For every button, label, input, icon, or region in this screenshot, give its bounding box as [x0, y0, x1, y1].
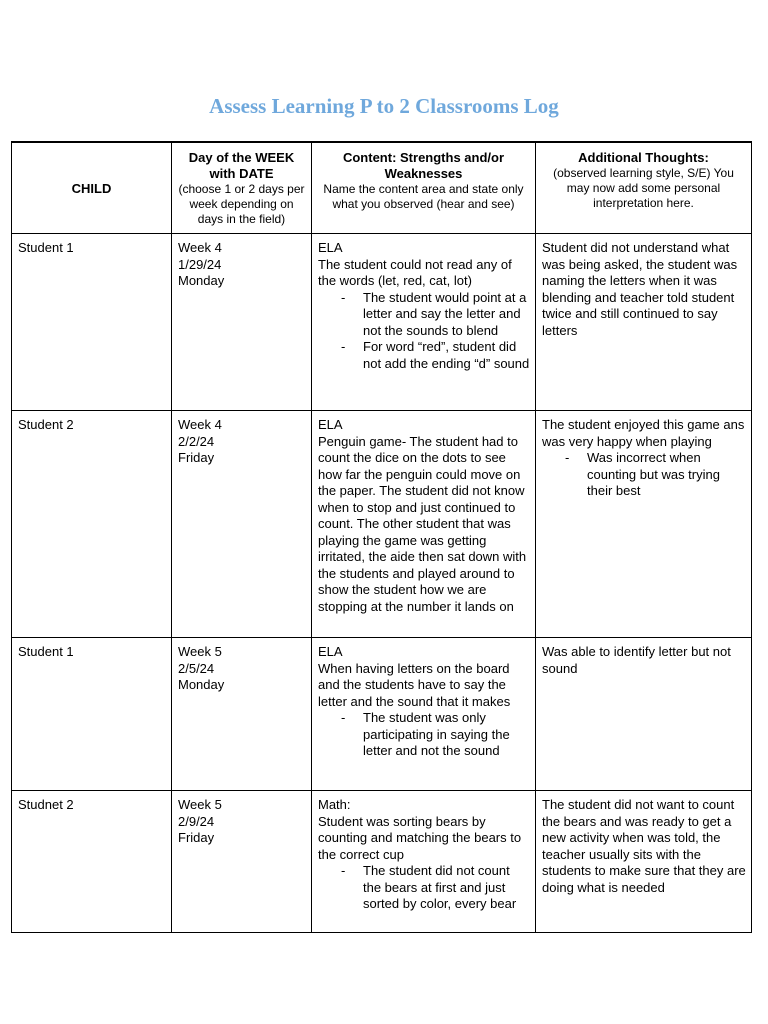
- date-week: Week 4: [178, 240, 222, 255]
- table-row: [12, 638, 752, 791]
- date-week: Week 4: [178, 417, 222, 432]
- content-paragraph: The student could not read any of the words (let, red, cat, lot): [318, 256, 512, 288]
- content-cell: [312, 791, 536, 933]
- content-bullet-list: [318, 290, 530, 373]
- content-paragraph: ELA: [318, 240, 343, 255]
- thoughts-paragraph: Student did not understand what was being asked, the student was naming the letters when it was blending and teacher told student twice and still continued to say letters: [542, 240, 738, 338]
- log-body: [12, 234, 752, 933]
- header-day-label: Day of the WEEK with DATE: [188, 150, 295, 181]
- content-bullet-item: - The student did not count the bears at first and just sorted by color, every bear: [341, 863, 530, 913]
- header-day-note: (choose 1 or 2 days per week depending on days in the field): [178, 182, 305, 226]
- date-week: Week 5: [178, 797, 222, 812]
- content-paragraph: Student was sorting bears by counting and matching the bears to the correct cup: [318, 813, 522, 862]
- child-name: Student 1: [18, 240, 74, 255]
- table-row: [12, 411, 752, 638]
- thoughts-bullet-item: - Was incorrect when counting but was trying their best: [565, 450, 746, 500]
- child-cell: [12, 234, 172, 411]
- thoughts-bullet-list: [542, 450, 746, 500]
- header-day: [172, 142, 312, 234]
- date-date: 2/2/24: [178, 433, 215, 449]
- thoughts-cell: [536, 411, 752, 638]
- date-cell: [172, 791, 312, 933]
- content-bullet-item: - For word “red”, student did not add the ending “d” sound: [341, 339, 530, 372]
- date-day: Monday: [178, 677, 225, 692]
- content-bullet-item: - The student was only participating in saying the letter and not the sound: [341, 710, 530, 760]
- date-week: Week 5: [178, 644, 222, 659]
- child-name: Student 1: [18, 644, 74, 659]
- header-child-label: CHILD: [71, 180, 112, 196]
- header-thoughts-label: Additional Thoughts:: [578, 150, 709, 165]
- log-table: [11, 141, 752, 933]
- date-day: Friday: [178, 830, 215, 845]
- content-paragraph: ELA: [318, 417, 343, 432]
- date-day: Monday: [178, 273, 225, 288]
- page-title: Assess Learning P to 2 Classrooms Log: [209, 94, 559, 118]
- header-row: [12, 142, 752, 234]
- table-row: [12, 791, 752, 933]
- content-paragraph: When having letters on the board and the students have to say the letter and the sound that it makes: [318, 660, 511, 709]
- thoughts-paragraph: The student did not want to count the bears and was ready to get a new activity when was told, the teacher usually sits with the students to make sure that they are doing what is needed: [542, 797, 746, 895]
- date-day: Friday: [178, 450, 215, 465]
- content-paragraph: Math:: [318, 797, 351, 812]
- content-bullet-item: - The student would point at a letter and say the letter and not the sounds to blend: [341, 290, 530, 340]
- thoughts-paragraph: Was able to identify letter but not sound: [542, 644, 731, 676]
- content-cell: [312, 638, 536, 791]
- child-cell: [12, 638, 172, 791]
- content-paragraph: ELA: [318, 644, 343, 659]
- thoughts-cell: [536, 638, 752, 791]
- header-thoughts: [536, 142, 752, 234]
- content-cell: [312, 411, 536, 638]
- header-thoughts-note: (observed learning style, S/E) You may now add some personal interpretation here.: [553, 166, 734, 210]
- thoughts-paragraph: The student enjoyed this game ans was very happy when playing: [542, 417, 745, 449]
- child-cell: [12, 411, 172, 638]
- header-content: [312, 142, 536, 234]
- thoughts-cell: [536, 234, 752, 411]
- child-name: Studnet 2: [18, 797, 74, 812]
- date-date: 2/5/24: [178, 660, 215, 676]
- table-row: [12, 234, 752, 411]
- content-bullet-list: [318, 710, 530, 760]
- content-cell: [312, 234, 536, 411]
- header-content-label: Content: Strengths and/or Weaknesses: [342, 150, 505, 181]
- header-child: [12, 142, 172, 234]
- child-cell: [12, 791, 172, 933]
- date-date: 1/29/24: [178, 256, 222, 272]
- date-cell: [172, 638, 312, 791]
- date-date: 2/9/24: [178, 813, 215, 829]
- child-name: Student 2: [18, 417, 74, 432]
- content-bullet-list: [318, 863, 530, 913]
- date-cell: [172, 411, 312, 638]
- date-cell: [172, 234, 312, 411]
- content-paragraph: Penguin game- The student had to count the dice on the dots to see how far the penguin could move on the paper. The student did not know when to stop and just continued to count. The other student that was playing the game was getting irritated, the aide then sat down with the students and played around to show the student how we are stopping at the number it lands on: [318, 433, 527, 614]
- header-content-note: Name the content area and state only what you observed (hear and see): [323, 182, 524, 211]
- thoughts-cell: [536, 791, 752, 933]
